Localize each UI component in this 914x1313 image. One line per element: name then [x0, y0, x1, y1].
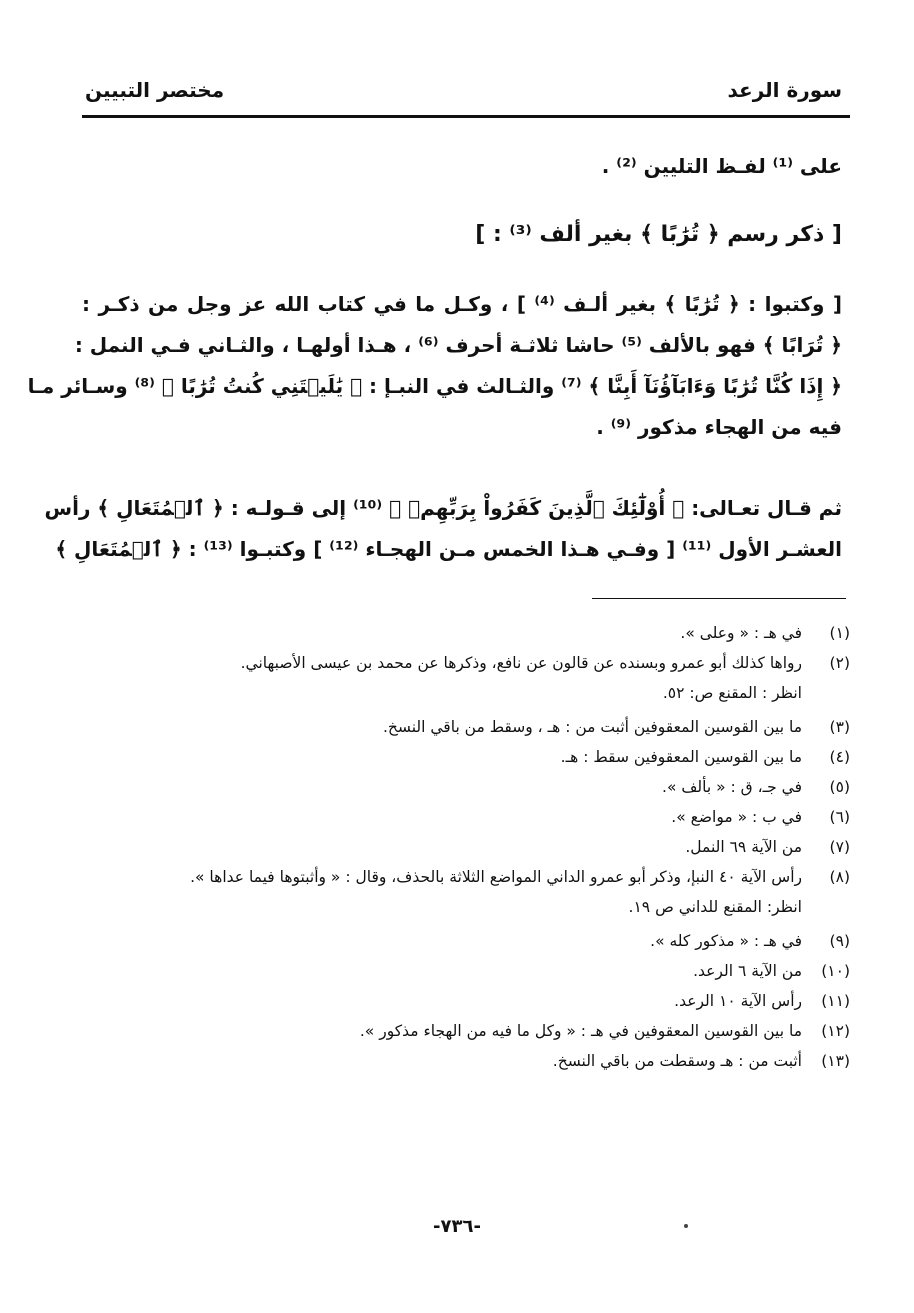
footnote-text: انظر: المقنع للداني ص ١٩.: [628, 898, 802, 916]
footnote-number: (١١): [821, 992, 850, 1010]
footnote: [60, 862, 850, 926]
running-header-chapter: سورة الرعد: [727, 78, 842, 102]
paragraph-2: [27, 284, 842, 448]
header-rule: [82, 115, 850, 118]
footnote: [60, 648, 850, 712]
footnote-number: (٧): [829, 838, 850, 856]
ink-speck: [684, 1224, 688, 1228]
footnote-text: في جـ، ق : « بألف ».: [662, 778, 802, 796]
paragraph-line: ثم قـال تعـالى: ﴿ أُوْلَٰٓئِكَ ٱلَّذِينَ كَفَرُواْ بِرَبِّهِمۡ ﴾ ⁽¹⁰⁾ إلى قـولـه : ﴿ ٱلۡمُتَعَالِ ﴾ رأس: [44, 496, 842, 520]
paragraph-line: ﴿ إِذَا كُنَّا تُرَٰبًا وَءَابَآؤُنَآ أَبِنَّا ﴾ ⁽⁷⁾ والثـالث في النبـإ : ﴿ يَٰلَيۡتَنِي كُنتُ تُرَٰبًا ﴾ ⁽⁸⁾ وسـائر مـا: [27, 374, 842, 398]
footnote: [60, 1046, 850, 1076]
footnote-number: (٤): [829, 748, 850, 766]
footnote: [60, 712, 850, 742]
footnote-text: ما بين القوسين المعقوفين أثبت من : هـ ، وسقط من باقي النسخ.: [383, 718, 802, 736]
footnote: [60, 742, 850, 772]
footnote: [60, 956, 850, 986]
paragraph-line: على ⁽¹⁾ لفـظ التليين ⁽²⁾ .: [601, 154, 842, 178]
paragraph-line: [ وكتبوا : ﴿ تُرَٰبًا ﴾ بغير ألـف ⁽⁴⁾ ] ، وكـل ما في كتاب الله عز وجل من ذكـر :: [82, 292, 842, 316]
footnote-text: في هـ : « وعلى ».: [680, 624, 802, 642]
footnote-text: في ب : « مواضع ».: [671, 808, 802, 826]
footnote: [60, 618, 850, 648]
footnote-text: انظر : المقنع ص: ٥٢.: [662, 684, 802, 702]
footnote-text: ما بين القوسين المعقوفين سقط : هـ.: [560, 748, 802, 766]
paragraph-line: ﴿ تُرَابًا ﴾ فهو بالألف ⁽⁵⁾ حاشا ثلاثـة أحرف ⁽⁶⁾ ، هـذا أولهـا ، والثـاني فـي النمل :: [74, 333, 842, 357]
footnote-text: في هـ : « مذكور كله ».: [650, 932, 802, 950]
footnote-number: (٨): [829, 868, 850, 886]
footnote-number: (٣): [829, 718, 850, 736]
footnote: [60, 986, 850, 1016]
footnote-text: أثبت من : هـ وسقطت من باقي النسخ.: [552, 1052, 802, 1070]
running-header-book: مختصر التبيين: [85, 78, 225, 102]
footnote-text: من الآية ٦٩ النمل.: [685, 838, 802, 856]
paragraph-3: [44, 488, 842, 570]
footnote-text: من الآية ٦ الرعد.: [693, 962, 802, 980]
footnote-number: (١٢): [821, 1022, 850, 1040]
footnotes: [60, 618, 850, 1076]
footnote-number: (١٣): [821, 1052, 850, 1070]
paragraph-line: العشـر الأول ⁽¹¹⁾ [ وفـي هـذا الخمس مـن الهجـاء ⁽¹²⁾ ] وكتبـوا ⁽¹³⁾ : ﴿ ٱلۡمُتَعَالِ ﴾: [55, 537, 842, 561]
footnote-number: (٥): [829, 778, 850, 796]
footnote: [60, 1016, 850, 1046]
footnote-number: (٢): [829, 654, 850, 672]
footnote: [60, 926, 850, 956]
paragraph-1: [82, 146, 842, 187]
footnote-separator: [592, 598, 846, 599]
footnote: [60, 802, 850, 832]
footnote-number: (٦): [829, 808, 850, 826]
footnote-text: رأس الآية ٤٠ النبإ، وذكر أبو عمرو الداني المواضع الثلاثة بالحذف، وقال : « وأثبتوها فيما عداها ».: [190, 868, 802, 886]
footnote-number: (١): [829, 624, 850, 642]
section-heading: [ ذكر رسم ﴿ تُرَٰبًا ﴾ بغير ألف ⁽³⁾ : ]: [475, 222, 842, 247]
footnote: [60, 832, 850, 862]
footnote-text: رواها كذلك أبو عمرو وبسنده عن قالون عن نافع، وذكرها عن محمد بن عيسى الأصبهاني.: [240, 654, 802, 672]
footnote-number: (٩): [829, 932, 850, 950]
footnote-number: (١٠): [821, 962, 850, 980]
footnote-text: ما بين القوسين المعقوفين في هـ : « وكل ما فيه من الهجاء مذكور ».: [359, 1022, 802, 1040]
footnote-text: رأس الآية ١٠ الرعد.: [674, 992, 802, 1010]
page-number: -٧٣٦-: [433, 1216, 481, 1237]
paragraph-line: فيه من الهجاء مذكور ⁽⁹⁾ .: [596, 415, 842, 439]
footnote: [60, 772, 850, 802]
